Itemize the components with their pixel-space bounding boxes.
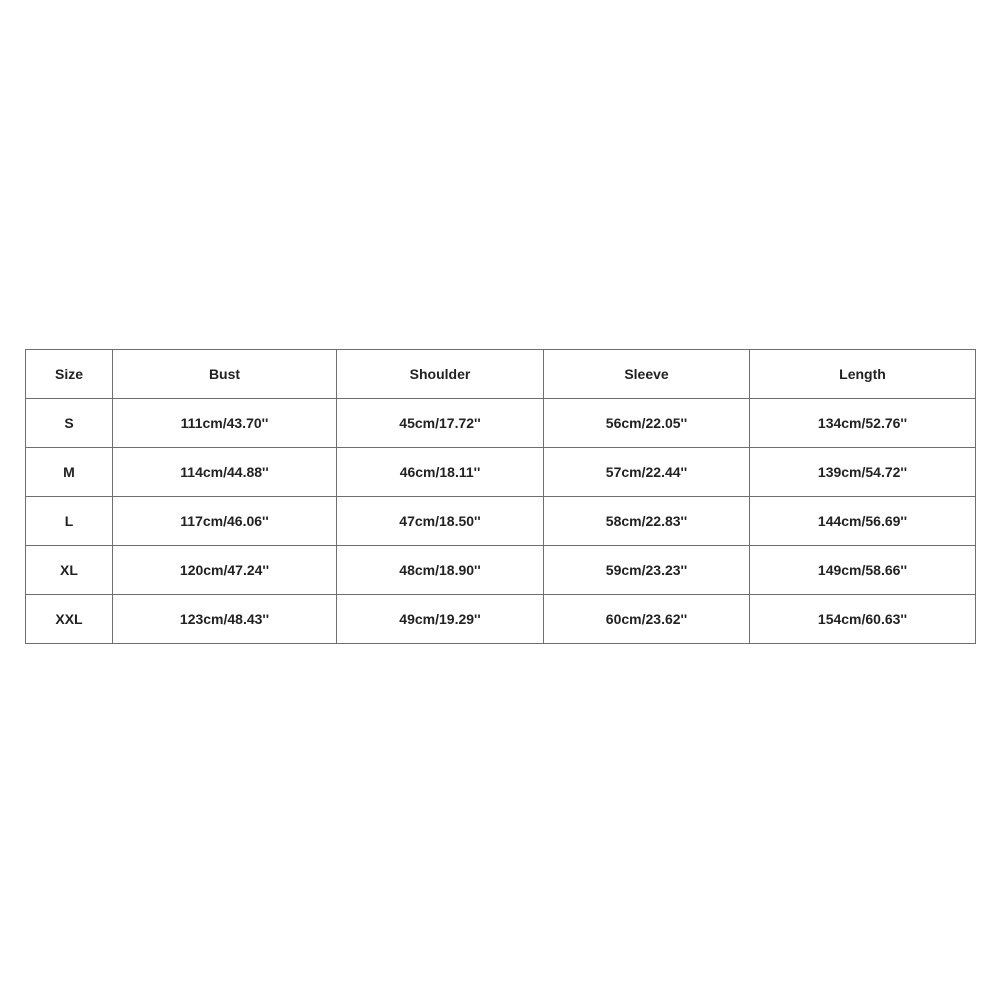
header-size: Size — [26, 350, 113, 399]
table-row — [26, 595, 976, 644]
cell-length: 154cm/60.63'' — [750, 595, 976, 644]
table-row — [26, 448, 976, 497]
header-bust: Bust — [113, 350, 337, 399]
cell-bust: 123cm/48.43'' — [113, 595, 337, 644]
cell-length: 139cm/54.72'' — [750, 448, 976, 497]
cell-sleeve: 60cm/23.62'' — [544, 595, 750, 644]
cell-length: 134cm/52.76'' — [750, 399, 976, 448]
cell-bust: 120cm/47.24'' — [113, 546, 337, 595]
size-chart-table — [25, 349, 976, 644]
header-sleeve: Sleeve — [544, 350, 750, 399]
header-length: Length — [750, 350, 976, 399]
cell-bust: 117cm/46.06'' — [113, 497, 337, 546]
cell-size: XXL — [26, 595, 113, 644]
cell-sleeve: 56cm/22.05'' — [544, 399, 750, 448]
header-row — [26, 350, 976, 399]
cell-length: 144cm/56.69'' — [750, 497, 976, 546]
cell-shoulder: 49cm/19.29'' — [337, 595, 544, 644]
cell-size: L — [26, 497, 113, 546]
cell-sleeve: 59cm/23.23'' — [544, 546, 750, 595]
cell-shoulder: 48cm/18.90'' — [337, 546, 544, 595]
cell-bust: 114cm/44.88'' — [113, 448, 337, 497]
cell-sleeve: 58cm/22.83'' — [544, 497, 750, 546]
cell-sleeve: 57cm/22.44'' — [544, 448, 750, 497]
cell-size: S — [26, 399, 113, 448]
table-row — [26, 497, 976, 546]
cell-bust: 111cm/43.70'' — [113, 399, 337, 448]
cell-shoulder: 45cm/17.72'' — [337, 399, 544, 448]
cell-length: 149cm/58.66'' — [750, 546, 976, 595]
cell-size: M — [26, 448, 113, 497]
table-row — [26, 546, 976, 595]
cell-size: XL — [26, 546, 113, 595]
header-shoulder: Shoulder — [337, 350, 544, 399]
cell-shoulder: 47cm/18.50'' — [337, 497, 544, 546]
table-row — [26, 399, 976, 448]
cell-shoulder: 46cm/18.11'' — [337, 448, 544, 497]
